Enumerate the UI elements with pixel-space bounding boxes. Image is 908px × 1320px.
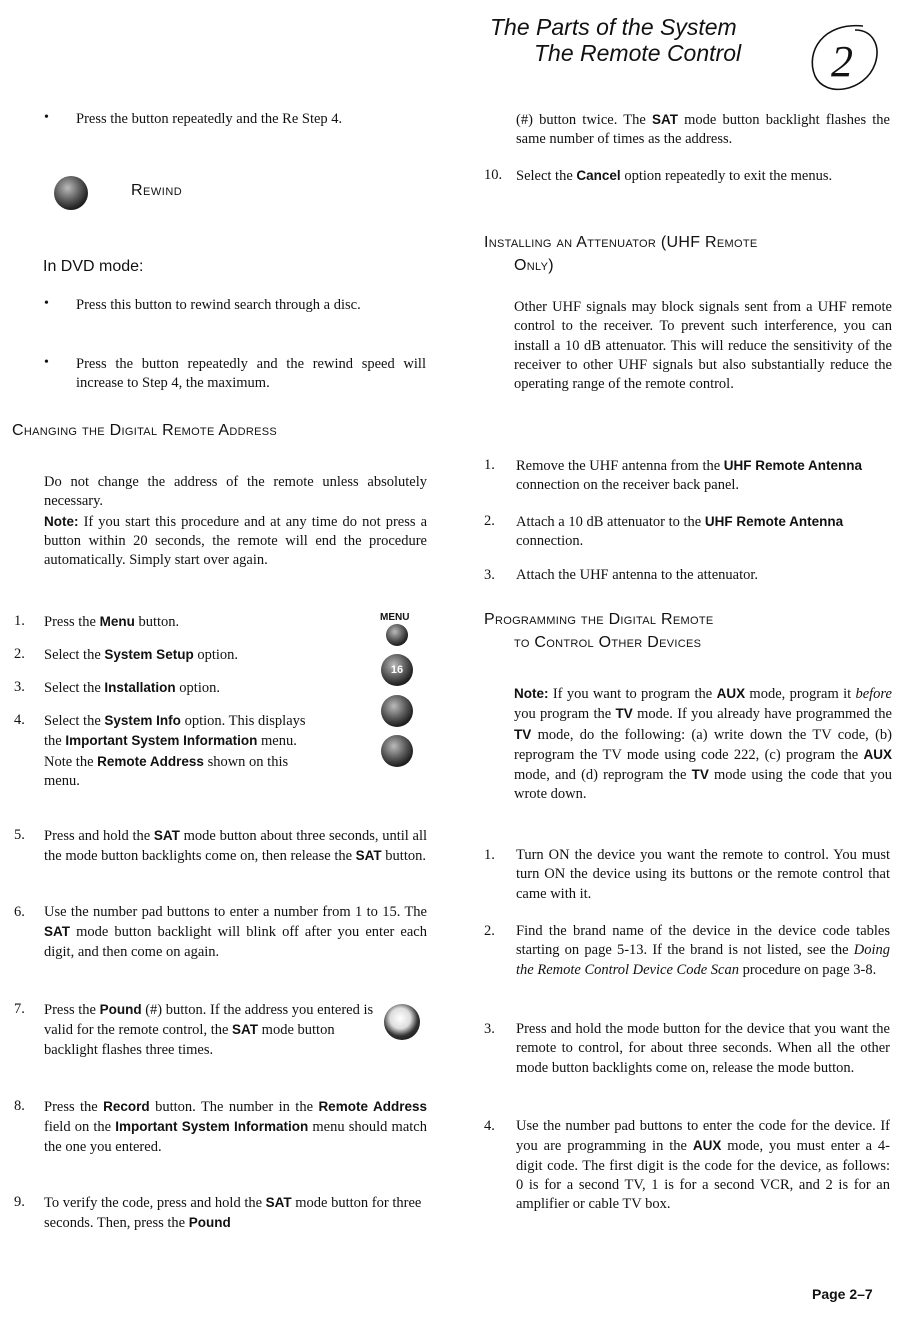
rewind-label: Rewind (131, 182, 183, 199)
attenuator-paragraph: Other UHF signals may block signals sent from a UHF remote control to the receiver. To prevent such interference, you can install a 10 dB attenuator. This will reduce the sensitivity of the receiver to other UHF signals but also substantially reduce the operating range of the remote control. (514, 299, 892, 393)
step-10: Select the Cancel option repeatedly to exit the menus. (516, 168, 833, 184)
attenuator-step-3: Attach the UHF antenna to the attenuator. (516, 567, 758, 583)
bullet-dot: • (44, 355, 49, 370)
step-4: Select the System Info option. This displays the Important System Information menu. Note the Remote Address shown on this menu. (44, 713, 306, 789)
step-2: Select the System Setup option. (44, 647, 238, 663)
programming-step-2: Find the brand name of the device in the device code tables starting on page 5-13. If the brand is not listed, see the Doing the Remote Control Device Code Scan procedure on page 3-8. (516, 923, 890, 978)
step-number: 2. (484, 923, 495, 939)
page-header (490, 14, 780, 66)
programming-step-4: Use the number pad buttons to enter the code for the device. If you are programming in the AUX mode, you must enter a 4-digit code. The first digit is the code for the device, as follows: 0 is for a second TV, 1 is for a second VCR, and 2 is for an amplifier or cable TV box. (516, 1118, 890, 1213)
step-number: 7. (14, 1001, 25, 1017)
rewind-bullet-3: Press the button repeatedly and the rewind speed will increase to Step 4, the maximum. (76, 356, 426, 392)
menu-button-icon (386, 624, 408, 646)
section-heading-attenuator-2: Only) (514, 257, 554, 274)
step-1: Press the Menu button. (44, 614, 180, 630)
step-number: 4. (14, 712, 25, 728)
chapter-number: 2 (831, 37, 853, 86)
step-9: To verify the code, press and hold the SAT mode button for three seconds. Then, press the Pound (44, 1195, 422, 1232)
attenuator-step-2: Attach a 10 dB attenuator to the UHF Remote Antenna connection. (516, 514, 844, 550)
step-number: 3. (484, 1021, 495, 1037)
step-number: 1. (14, 613, 25, 629)
programming-step-3: Press and hold the mode button for the device that you want the remote to control, for about three seconds. When all the other mode button backlights come on, release the mode button. (516, 1021, 890, 1076)
step-6: Use the number pad buttons to enter a number from 1 to 15. The SAT mode button backlight will blink off after you enter each digit, and then come on again. (44, 904, 427, 960)
step-8: Press the Record button. The number in the Remote Address field on the Important System Information menu should match the one you entered. (44, 1099, 428, 1155)
step-number: 3. (14, 679, 25, 695)
step-number: 9. (14, 1194, 25, 1210)
number-button-icon: 16 (381, 654, 413, 686)
step-number: 1. (484, 457, 495, 473)
step-7: Press the Pound (#) button. If the address you entered is valid for the remote control, the SAT mode button backlight flashes three times. (44, 1002, 374, 1058)
step-number: 2. (484, 513, 495, 529)
note-text: If you start this procedure and at any time do not press a button within 20 seconds, the remote will end the procedure automatically. Simply start over again. (44, 513, 428, 569)
step-number: 1. (484, 847, 495, 863)
step-number: 8. (14, 1098, 25, 1114)
step-3: Select the Installation option. (44, 680, 220, 696)
pound-button-icon (384, 1004, 420, 1040)
step-number: 2. (14, 646, 25, 662)
note-label: Note: (44, 513, 79, 529)
dvd-mode-heading: In DVD mode: (43, 258, 144, 275)
change-address-intro (44, 473, 427, 570)
attenuator-step-1: Remove the UHF antenna from the UHF Remote Antenna connection on the receiver back panel. (516, 458, 863, 494)
header-line-1: The Parts of the System (490, 14, 737, 40)
section-heading-change-address: Changing the Digital Remote Address (12, 422, 278, 439)
bullet-dot: • (44, 110, 49, 125)
section-heading-programming-2: to Control Other Devices (514, 634, 702, 651)
step-number: 4. (484, 1118, 495, 1134)
number-button-icon (381, 735, 413, 767)
step-number: 3. (484, 567, 495, 583)
step-number: 5. (14, 827, 25, 843)
step-9-continued: (#) button twice. The SAT mode button backlight flashes the same number of times as the address. (516, 112, 890, 148)
step-number: 6. (14, 904, 25, 920)
rewind-bullet-2: Press this button to rewind search through a disc. (76, 297, 361, 313)
section-heading-programming: Programming the Digital Remote (484, 611, 714, 628)
bullet-dot: • (44, 296, 49, 311)
chapter-badge (803, 22, 881, 92)
step-number: 10. (484, 167, 503, 183)
menu-icon-label: MENU (380, 612, 410, 623)
header-line-2: The Remote Control (534, 40, 742, 66)
rewind-icon (54, 176, 88, 210)
page-number: Page 2–7 (812, 1286, 873, 1302)
number-button-icon (381, 695, 413, 727)
programming-step-1: Turn ON the device you want the remote to control. You must turn ON the device using its buttons or the remote control that came with it. (516, 847, 890, 902)
programming-note: Note: If you want to program the AUX mode, program it before you program the TV mode. If you already have programmed the TV mode, do the following: (a) write down the TV code, (b) reprogram the TV mode using code 222, (c) program the AUX mode, and (d) reprogram the TV mode using the code that you wrote down. (514, 686, 892, 803)
rewind-bullet-1: Press the button repeatedly and the Re Step 4. (76, 111, 343, 127)
section-heading-attenuator: Installing an Attenuator (UHF Remote (484, 234, 758, 251)
step-5: Press and hold the SAT mode button about three seconds, until all the mode button backlights come on, then release the SAT button. (44, 828, 428, 865)
intro-text: Do not change the address of the remote unless absolutely necessary. (44, 474, 427, 510)
